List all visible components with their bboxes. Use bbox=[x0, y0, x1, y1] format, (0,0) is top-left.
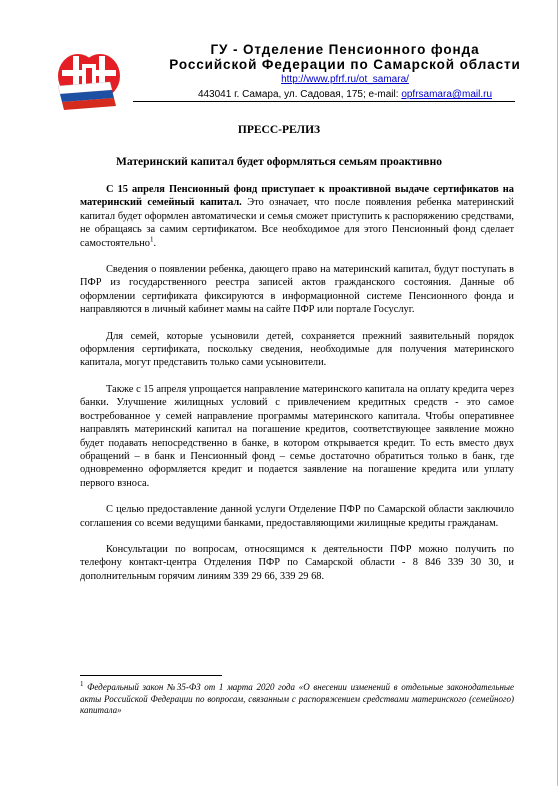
org-name-line1: ГУ - Отделение Пенсионного фонда bbox=[210, 42, 480, 57]
footnote bbox=[80, 682, 514, 717]
paragraph-1 bbox=[80, 183, 514, 250]
document-body bbox=[80, 183, 514, 596]
pfr-logo bbox=[52, 46, 126, 114]
paragraph-1-lead: С 15 апреля Пенсионный фонд приступает к проактивной выдаче сертификатов на материнский семейный капитал. bbox=[80, 184, 514, 209]
document-subtitle: Материнский капитал будет оформляться семьям проактивно bbox=[116, 156, 442, 168]
footnote-text: Федеральный закон №35-ФЗ от 1 марта 2020 года «О внесении изменений в отдельные законодательные акты Российской Федерации по вопросам, связанным с распоряжением средствами материнского (семейного) капитала» bbox=[80, 682, 515, 715]
footnote-mark: 1 bbox=[80, 680, 84, 688]
org-name-line2: Российской Федерации по Самарской области bbox=[169, 57, 521, 72]
paragraph-1-end: . bbox=[153, 237, 157, 249]
website-link[interactable]: http://www.pfrf.ru/ot_samara/ bbox=[281, 74, 409, 85]
paragraph-6: Консультации по вопросам, относящимся к деятельности ПФР можно получить по телефону контакт-центра Отделения ПФР по Самарской области - 8 846 339 30 30, и дополнительным горячим линиям 339 29 66, 339 29 68. bbox=[80, 543, 514, 582]
paragraph-3: Для семей, которые усыновили детей, сохраняется прежний заявительный порядок оформления сертификата, поскольку сведения, необходимые для получения материнского капитала, могут представить только сами усыновители. bbox=[80, 330, 514, 369]
header-divider bbox=[133, 101, 515, 102]
paragraph-1-text: Это означает, что после появления ребенка материнский капитал будет оформлен автоматически и семья сможет приступить к распоряжению средствами, не обращаясь за самим сертификатом. Все необходимое для этого Пенсионный фонд сделает самостоятельно bbox=[80, 197, 514, 249]
organization-header bbox=[135, 42, 555, 101]
address-text: 443041 г. Самара, ул. Садовая, 175; e-mail: bbox=[197, 89, 399, 100]
paragraph-5: С целью предоставление данной услуги Отделение ПФР по Самарской области заключило соглашения со всеми ведущими банками, предоставляющими жилищные кредиты гражданам. bbox=[80, 504, 514, 529]
footnote-reference[interactable]: 1 bbox=[150, 235, 154, 244]
paragraph-4: Также с 15 апреля упрощается направление материнского капитала на оплату кредита через банки. Улучшение жилищных условий с привлечением кредитных средств - это самое востребованное у семей направление программы материнского капитала. Чтобы оперативнее направлять материнский капитал на погашение кредитов, соответствующее заявление можно будет подавать непосредственно в банке, в котором открывается кредит. То есть вместо двух обращений – в банк и Пенсионный фонд – семье достаточно обратиться только в банк, где одновременно оформляется кредит и подается заявление на погашение кредита или уплату первого взноса. bbox=[80, 383, 514, 489]
email-link[interactable]: opfrsamara@mail.ru bbox=[401, 89, 493, 100]
address-line bbox=[135, 88, 555, 101]
footnote-separator bbox=[80, 675, 222, 676]
document-title: ПРЕСС-РЕЛИЗ bbox=[237, 124, 321, 136]
paragraph-2: Сведения о появлении ребенка, дающего право на материнский капитал, будут поступать в ПФР из государственного реестра записей актов гражданского состояния. Данные об оформлении сертификата фиксируются в информационной системе Пенсионного фонда и направляются в личный кабинет мамы на сайте ПФР или портале Госуслуг. bbox=[80, 264, 514, 316]
